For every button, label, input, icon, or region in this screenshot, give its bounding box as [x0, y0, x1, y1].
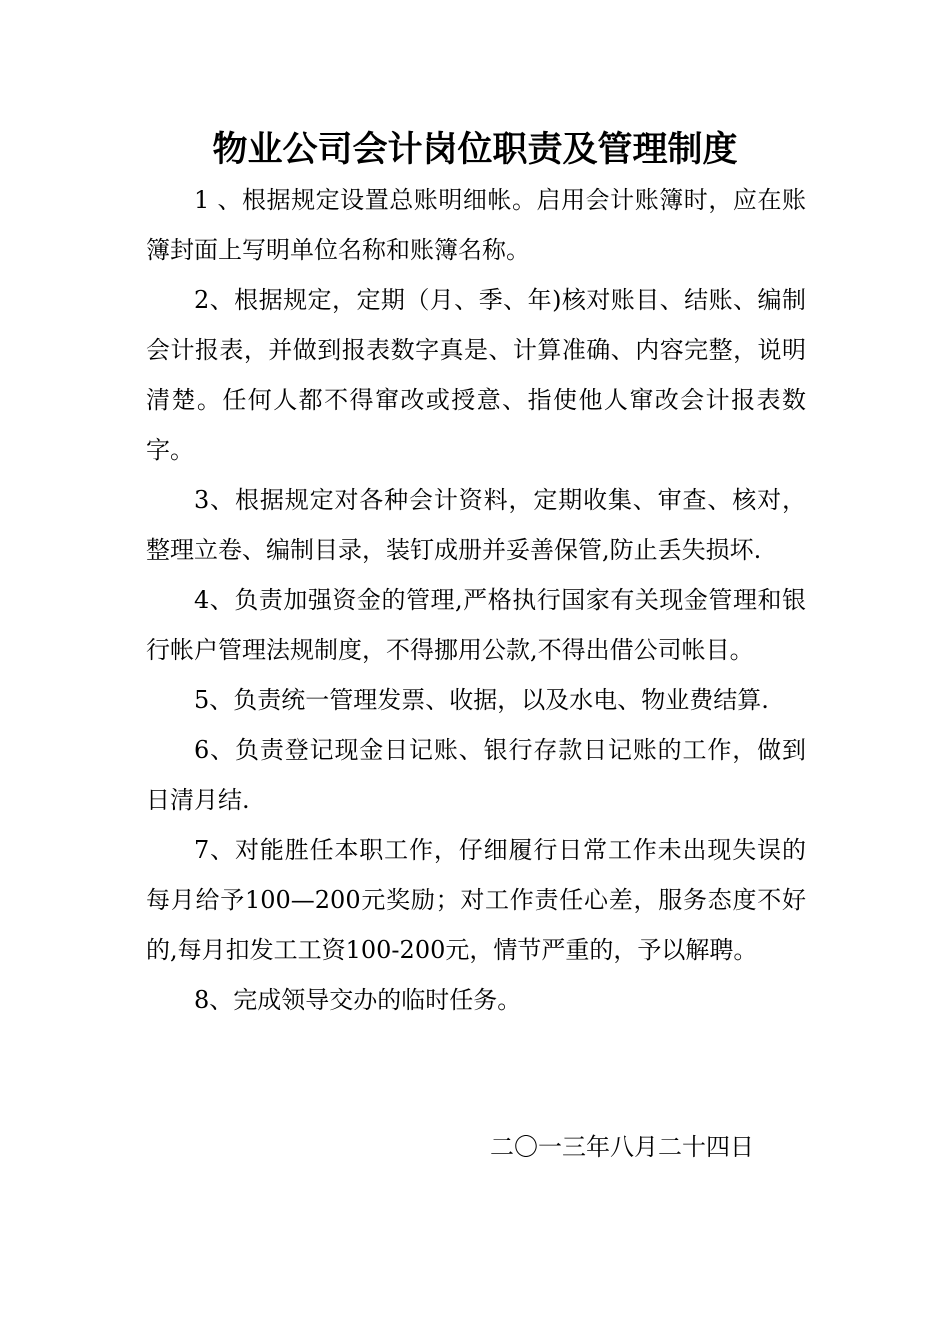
paragraph-2: 2、根据规定，定期（月、季、年)核对账目、结账、编制会计报表，并做到报表数字真是、计算准确、内容完整，说明清楚。任何人都不得窜改或授意、指使他人窜改会计报表数字。 [146, 286, 806, 464]
paragraph-8: 8、完成领导交办的临时任务。 [194, 986, 522, 1014]
paragraph-6: 6、负责登记现金日记账、银行存款日记账的工作，做到日清月结. [146, 736, 806, 814]
paragraph-3: 3、根据规定对各种会计资料，定期收集、审查、核对，整理立卷、编制目录，装钉成册并妥善保管,防止丢失损坏. [146, 486, 806, 564]
paragraph-1: 1 、根据规定设置总账明细帐。启用会计账簿时，应在账簿封面上写明单位名称和账簿名称。 [146, 186, 806, 264]
document-date: 二〇一三年八月二十四日 [490, 1133, 754, 1161]
paragraph-4: 4、负责加强资金的管理,严格执行国家有关现金管理和银行帐户管理法规制度，不得挪用公款,不得出借公司帐目。 [146, 586, 806, 664]
document-body [146, 175, 806, 1025]
paragraph-7: 7、对能胜任本职工作，仔细履行日常工作未出现失误的每月给予100—200元奖励；对工作责任心差，服务态度不好的,每月扣发工工资100-200元，情节严重的，予以解聘。 [146, 836, 806, 964]
document-title: 物业公司会计岗位职责及管理制度 [212, 130, 738, 170]
paragraph-5: 5、负责统一管理发票、收据，以及水电、物业费结算. [194, 686, 769, 714]
